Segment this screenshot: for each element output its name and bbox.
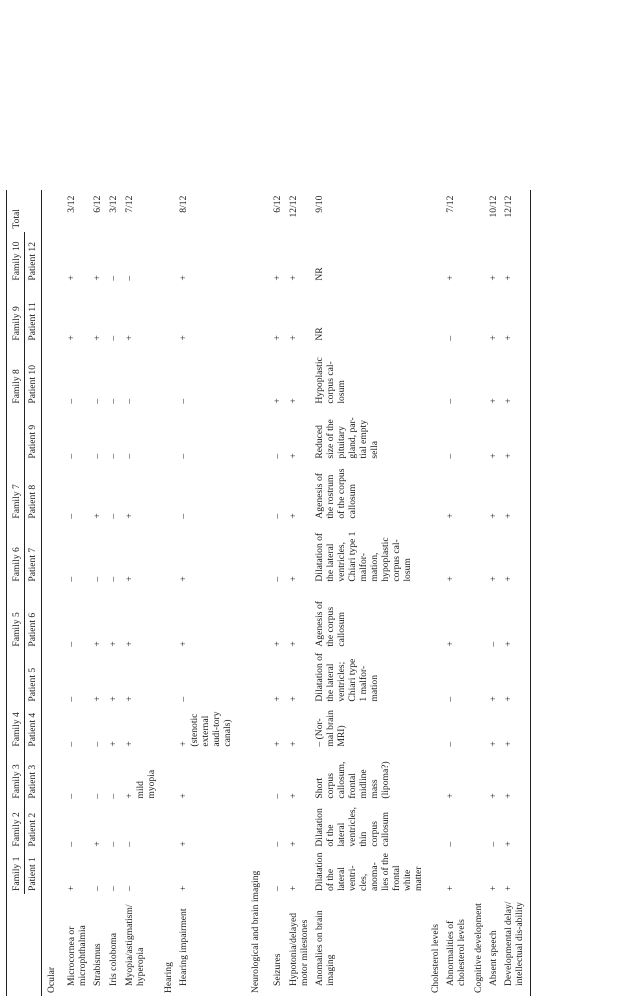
- patient-value-cell: –: [177, 513, 189, 519]
- patient-value-cell: +: [287, 576, 299, 582]
- category-label: Hearing: [162, 962, 174, 993]
- family-header: Family 9: [7, 284, 25, 344]
- patient-value-cell: +: [177, 641, 189, 647]
- patient-header: Patient 6: [25, 585, 42, 650]
- total-header: Total: [7, 190, 25, 232]
- patient-header: Patient 4: [25, 705, 42, 750]
- patient-value-cell: NR: [313, 327, 325, 341]
- patient-value-cell: –: [107, 335, 119, 341]
- patient-value-cell: +: [271, 741, 283, 747]
- patient-value-cell: +: [487, 793, 499, 799]
- patient-header: Patient 3: [25, 750, 42, 802]
- feature-label: Hearing impairment: [177, 908, 189, 986]
- patient-value-cell: –: [444, 335, 456, 341]
- patient-value-cell: –: [123, 275, 135, 281]
- table-row: [270, 190, 286, 996]
- patient-value-cell: –: [107, 886, 119, 891]
- patient-header-row: [25, 190, 42, 996]
- patient-value-cell: +: [487, 696, 499, 702]
- patient-value-cell: –: [271, 453, 283, 459]
- category-row: [159, 190, 176, 996]
- patient-header: Patient 9: [25, 407, 42, 462]
- patient-value-cell: +: [123, 576, 135, 582]
- patient-value-cell: –: [107, 398, 119, 404]
- patient-value-cell: +: [487, 275, 499, 281]
- total-cell: 6/12: [91, 195, 103, 213]
- family-header-row: [7, 190, 25, 996]
- patient-value-cell: NR: [313, 267, 325, 281]
- patient-value-cell: +: [287, 335, 299, 341]
- table-row: [64, 190, 90, 996]
- category-row: [246, 190, 270, 996]
- total-cell: 8/12: [177, 195, 189, 213]
- patient-value-cell: +: [271, 335, 283, 341]
- total-cell: 6/12: [271, 195, 283, 213]
- patient-header: Patient 2: [25, 802, 42, 850]
- total-cell: 7/12: [123, 195, 135, 213]
- total-cell: 12/12: [501, 190, 531, 232]
- feature-label: Iris coloboma: [107, 932, 119, 986]
- patient-value-cell: +: [271, 398, 283, 404]
- total-cell: 7/12: [444, 195, 456, 213]
- table-row: [501, 190, 531, 996]
- family-header: Family 1: [7, 850, 25, 894]
- patient-value-cell: +: [91, 335, 103, 341]
- feature-label: Hypotonia/delayed motor milestones: [287, 913, 310, 986]
- patient-value-cell: –: [487, 841, 499, 847]
- patient-value-cell: +: [501, 802, 531, 850]
- category-row: [426, 190, 443, 996]
- patient-value-cell: –: [107, 513, 119, 519]
- patient-value-cell: +: [501, 284, 531, 344]
- patient-value-cell: +: [177, 885, 189, 891]
- patient-value-cell: +: [287, 398, 299, 404]
- patient-value-cell: –: [107, 275, 119, 281]
- patient-value-cell: +: [501, 585, 531, 650]
- patient-value-cell: +: [271, 696, 283, 702]
- patient-value-cell: + (stenotic external audi-tory canals): [177, 711, 233, 747]
- patient-value-cell: +: [501, 462, 531, 522]
- family-header: Family 4: [7, 650, 25, 750]
- table-row: [176, 190, 246, 996]
- patient-value-cell: +: [91, 641, 103, 647]
- patient-value-cell: +: [501, 407, 531, 462]
- family-header: Family 6: [7, 522, 25, 585]
- patient-value-cell: +: [91, 275, 103, 281]
- patient-header: Patient 12: [25, 232, 42, 284]
- patient-value-cell: –: [65, 513, 77, 519]
- category-label: Cognitive development: [472, 903, 484, 993]
- feature-label: Myopia/astigmatism/ hyperopia: [123, 904, 146, 986]
- patient-value-cell: –: [123, 453, 135, 459]
- header-corner: [25, 894, 42, 996]
- patient-value-cell: +: [444, 513, 456, 519]
- family-header: Family 5: [7, 585, 25, 650]
- patient-value-cell: +: [444, 793, 456, 799]
- category-label: Cholesterol levels: [429, 923, 441, 993]
- patient-value-cell: +: [123, 335, 135, 341]
- patient-value-cell: +: [487, 741, 499, 747]
- patient-value-cell: –: [107, 841, 119, 847]
- patient-value-cell: –: [271, 886, 283, 891]
- patient-value-cell: +: [287, 453, 299, 459]
- patient-value-cell: Reduced size of the pituitary gland, par-tial empty sella: [313, 417, 380, 459]
- feature-label: Strabismus: [91, 943, 103, 986]
- patient-value-cell: –: [487, 641, 499, 647]
- patient-value-cell: Agenesis of the rostrum of the corpus callosum: [313, 468, 358, 519]
- header-corner: [7, 894, 25, 996]
- patient-value-cell: –: [271, 841, 283, 847]
- patient-value-cell: +: [287, 696, 299, 702]
- patient-value-cell: Short corpus callosum, frontal midline mass (lipoma?): [313, 761, 391, 799]
- header-corner: [25, 190, 42, 232]
- patient-header: Patient 1: [25, 850, 42, 894]
- patient-value-cell: –: [444, 696, 456, 702]
- patient-value-cell: +: [487, 885, 499, 891]
- patient-value-cell: +: [271, 641, 283, 647]
- patient-header: Patient 7: [25, 522, 42, 585]
- total-cell: 10/12: [487, 195, 499, 218]
- patient-value-cell: +: [287, 885, 299, 891]
- patient-value-cell: +: [177, 576, 189, 582]
- table-body: [42, 190, 531, 996]
- table-row: [286, 190, 312, 996]
- feature-label: Anomalies on brain imaging: [313, 910, 336, 986]
- patient-value-cell: +: [177, 841, 189, 847]
- patient-value-cell: –: [91, 453, 103, 459]
- patient-value-cell: +: [123, 641, 135, 647]
- patient-value-cell: +: [501, 232, 531, 284]
- patient-value-cell: +: [444, 641, 456, 647]
- patient-value-cell: –: [123, 886, 135, 891]
- patient-value-cell: –: [177, 398, 189, 404]
- clinical-features-table: [6, 190, 531, 996]
- patient-value-cell: –: [91, 576, 103, 582]
- patient-value-cell: Agenesis of the corpus callosum: [313, 601, 347, 647]
- patient-value-cell: +: [107, 741, 119, 747]
- patient-value-cell: +: [287, 741, 299, 747]
- patient-value-cell: –: [65, 398, 77, 404]
- total-cell: 3/12: [107, 195, 119, 213]
- family-header: Family 7: [7, 407, 25, 522]
- total-cell: 3/12: [65, 195, 77, 213]
- patient-value-cell: –: [91, 793, 103, 799]
- patient-value-cell: +: [123, 513, 135, 519]
- patient-value-cell: Dilatation of the lateral ventricles, Chiari type 1 malfor-mation, hypoplastic corpus cal-losum: [313, 531, 413, 582]
- patient-value-cell: +: [107, 641, 119, 647]
- patient-value-cell: –: [107, 453, 119, 459]
- category-row: [42, 190, 64, 996]
- family-header: Family 8: [7, 344, 25, 407]
- patient-value-cell: +: [123, 696, 135, 702]
- patient-value-cell: +: [91, 841, 103, 847]
- patient-value-cell: –: [444, 741, 456, 747]
- patient-value-cell: +: [287, 841, 299, 847]
- patient-value-cell: +: [487, 576, 499, 582]
- patient-value-cell: +: [501, 650, 531, 705]
- patient-value-cell: – (Nor-mal brain MRI): [313, 710, 347, 747]
- patient-value-cell: –: [123, 841, 135, 847]
- patient-value-cell: +: [501, 705, 531, 750]
- patient-value-cell: +: [501, 522, 531, 585]
- patient-value-cell: +: [123, 741, 135, 747]
- table-row: [90, 190, 106, 996]
- patient-value-cell: –: [271, 513, 283, 519]
- patient-value-cell: +: [65, 885, 77, 891]
- patient-value-cell: –: [91, 398, 103, 404]
- patient-value-cell: +: [177, 275, 189, 281]
- patient-value-cell: –: [123, 398, 135, 404]
- patient-value-cell: +: [91, 513, 103, 519]
- family-header: Family 2: [7, 802, 25, 850]
- table-row: [312, 190, 426, 996]
- patient-value-cell: –: [271, 793, 283, 799]
- total-cell: 12/12: [287, 195, 299, 218]
- patient-value-cell: + mild myopia: [123, 769, 157, 799]
- patient-value-cell: –: [177, 696, 189, 702]
- patient-value-cell: Dilatation of the lateral ventricles; Chiari type 1 malfor-mation: [313, 652, 380, 702]
- patient-value-cell: Dilatation of the lateral ventri-cles, anoma-lies of the frontal white matter: [313, 852, 424, 891]
- patient-value-cell: –: [444, 398, 456, 404]
- patient-value-cell: +: [107, 696, 119, 702]
- patient-value-cell: –: [444, 453, 456, 459]
- patient-value-cell: –: [91, 741, 103, 747]
- family-header: Family 10: [7, 232, 25, 284]
- table-row: [106, 190, 122, 996]
- patient-value-cell: +: [271, 275, 283, 281]
- patient-value-cell: +: [501, 850, 531, 894]
- patient-value-cell: +: [444, 576, 456, 582]
- patient-value-cell: +: [91, 696, 103, 702]
- feature-label: Absent speech: [487, 930, 499, 986]
- feature-label: Seizures: [271, 953, 283, 986]
- patient-value-cell: +: [287, 793, 299, 799]
- patient-value-cell: +: [487, 398, 499, 404]
- patient-value-cell: +: [177, 335, 189, 341]
- patient-value-cell: +: [287, 641, 299, 647]
- patient-value-cell: +: [287, 275, 299, 281]
- table-row: [443, 190, 469, 996]
- category-label: Ocular: [46, 966, 57, 993]
- patient-value-cell: +: [287, 513, 299, 519]
- patient-value-cell: +: [487, 513, 499, 519]
- patient-value-cell: +: [501, 344, 531, 407]
- table-row: [486, 190, 501, 996]
- patient-value-cell: –: [177, 453, 189, 459]
- patient-header: Patient 11: [25, 284, 42, 344]
- patient-value-cell: –: [65, 741, 77, 747]
- feature-label: Microcornea or microphthalmia: [65, 925, 88, 986]
- patient-value-cell: Dilatation of the lateral ventricles, thin corpus callosum: [313, 806, 391, 847]
- feature-label: Abnormalities of cholesterol levels: [444, 919, 467, 986]
- patient-value-cell: –: [107, 793, 119, 799]
- patient-header: Patient 10: [25, 344, 42, 407]
- patient-value-cell: –: [91, 886, 103, 891]
- patient-value-cell: +: [444, 275, 456, 281]
- family-header: Family 3: [7, 750, 25, 802]
- patient-value-cell: +: [65, 275, 77, 281]
- patient-value-cell: –: [65, 576, 77, 582]
- feature-label: Developmental delay/ intellectual dis-ability: [501, 894, 531, 996]
- total-cell: 9/10: [313, 195, 325, 213]
- patient-value-cell: –: [65, 453, 77, 459]
- patient-value-cell: +: [177, 793, 189, 799]
- category-label: Neurological and brain imaging: [249, 870, 261, 993]
- category-row: [469, 190, 486, 996]
- table-row: [122, 190, 159, 996]
- patient-value-cell: –: [271, 576, 283, 582]
- patient-value-cell: –: [65, 696, 77, 702]
- patient-value-cell: +: [65, 335, 77, 341]
- patient-header: Patient 5: [25, 650, 42, 705]
- patient-value-cell: +: [444, 885, 456, 891]
- patient-value-cell: +: [487, 453, 499, 459]
- patient-value-cell: Hypoplastic corpus cal-losum: [313, 357, 347, 404]
- patient-header: Patient 8: [25, 462, 42, 522]
- patient-value-cell: –: [444, 841, 456, 847]
- patient-value-cell: –: [65, 841, 77, 847]
- patient-value-cell: +: [501, 750, 531, 802]
- patient-value-cell: –: [107, 576, 119, 582]
- patient-value-cell: +: [487, 335, 499, 341]
- patient-value-cell: –: [65, 641, 77, 647]
- patient-value-cell: –: [65, 793, 77, 799]
